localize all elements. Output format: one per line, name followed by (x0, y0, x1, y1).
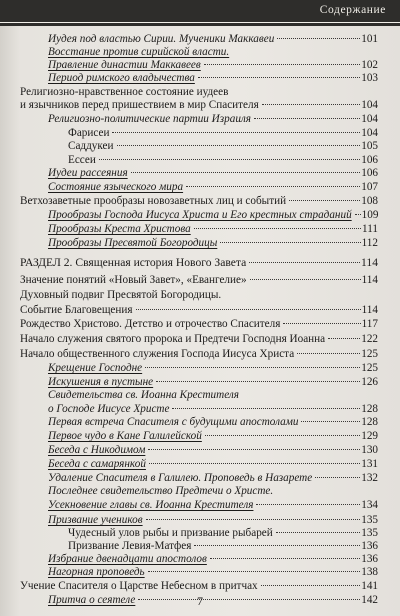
toc-entry-page: 142 (361, 594, 378, 606)
toc-entry (48, 429, 378, 444)
dot-leader (328, 337, 360, 339)
dot-leader (289, 199, 360, 201)
toc-entry-page: 135 (361, 514, 378, 526)
dot-leader (220, 241, 360, 243)
toc-entry-title: Прообразы Господа Иисуса Христа и Его крестных страданий (48, 209, 352, 221)
toc-entry-title: Духовный подвиг Пресвятой Богородицы. (20, 289, 222, 301)
toc-entry-title: Призвание Левия-Матфея (68, 540, 192, 552)
dot-leader (262, 103, 360, 105)
toc-entry-page: 106 (361, 154, 378, 166)
dot-leader (315, 476, 360, 478)
toc-entry-title: Нагорная проповедь (48, 566, 145, 578)
toc-entry-title: Крещение Господне (48, 362, 143, 374)
toc-entry-title: Учение Спасителя о Царстве Небесном в притчах (20, 580, 258, 592)
toc-entry (48, 388, 378, 403)
dot-leader (117, 144, 361, 146)
toc-entry-page: 104 (361, 113, 378, 125)
toc-entry-title: Начало служения святого пророка и Предтечи Господня Иоанна (20, 333, 326, 345)
toc-entry-page: 112 (361, 237, 378, 249)
toc-entry (48, 222, 378, 237)
toc-entry-page: 101 (361, 33, 378, 45)
toc-entry-page: 125 (361, 362, 378, 374)
toc-entry (48, 484, 378, 499)
toc-entry-page: 114 (361, 274, 378, 286)
toc-entry-page: 136 (361, 540, 378, 552)
toc-entry-page: 126 (361, 376, 378, 388)
toc-entry-title: Фарисеи (68, 127, 110, 139)
toc-entry-page: 138 (361, 566, 378, 578)
toc-entry (20, 347, 378, 362)
dot-leader (145, 366, 360, 368)
dot-leader (261, 584, 361, 586)
toc-entry-title: Чудесный улов рыбы и призвание рыбарей (68, 527, 273, 539)
toc-entry-title: Правление династии Маккавеев (48, 59, 201, 71)
toc-entry-page: 132 (361, 472, 378, 484)
toc-entry-title: Начало общественного служения Господа Иисуса Христа (20, 348, 295, 360)
dot-leader (301, 420, 360, 422)
toc-entry-title: Последнее свидетельство Предтечи о Христе. (48, 485, 274, 497)
toc-entry (48, 443, 378, 458)
running-header-title: Содержание (319, 4, 386, 16)
dot-leader (146, 518, 361, 520)
toc-entry-title: Призвание учеников (48, 514, 143, 526)
toc-entry-title: Иудея под властью Сирии. Мученики Маккавеи (48, 33, 275, 45)
toc-entry-page: 107 (361, 181, 378, 193)
toc-entry-title: Период римского владычества (48, 72, 195, 84)
toc-entry-title: о Господе Иисусе Христе (48, 403, 170, 415)
dot-leader (210, 557, 360, 559)
toc-entry-title: и язычников перед пришествием в мир Спасителя (20, 99, 259, 111)
toc-entry (20, 255, 378, 270)
dot-leader (99, 158, 360, 160)
dot-leader (250, 278, 361, 280)
toc-entry-title: Рождество Христово. Детство и отрочество Спасителя (20, 318, 281, 330)
toc-entry (48, 112, 378, 127)
toc-entry-page: 109 (361, 209, 379, 221)
toc-entry-page: 128 (361, 416, 378, 428)
dot-leader (131, 171, 361, 173)
toc-entry-page: 117 (361, 318, 378, 330)
toc-entry (20, 98, 378, 113)
dot-leader (198, 76, 360, 78)
table-of-contents (0, 32, 400, 606)
toc-entry-title: Религиозно-политические партии Израиля (48, 113, 251, 125)
dot-leader (276, 531, 360, 533)
dot-leader (136, 308, 361, 310)
toc-entry (48, 236, 378, 251)
toc-entry (20, 288, 378, 303)
dot-leader (205, 434, 360, 436)
toc-entry-title: Притча о сеятеле (48, 594, 136, 606)
dot-leader (297, 352, 360, 354)
toc-entry-title: Иудеи рассеяния (48, 167, 128, 179)
toc-entry-title: Саддукеи (68, 140, 114, 152)
toc-entry (48, 180, 378, 195)
dot-leader (204, 63, 360, 65)
toc-entry-page: 102 (361, 59, 378, 71)
toc-entry-title: Свидетельства св. Иоанна Крестителя (48, 389, 239, 401)
dot-leader (249, 261, 360, 263)
toc-entry (48, 415, 378, 430)
dot-leader (186, 185, 360, 187)
toc-entry-title: РАЗДЕЛ 2. Священная история Нового Завета (20, 256, 247, 269)
toc-entry-page: 106 (361, 167, 378, 179)
toc-entry-page: 108 (361, 195, 378, 207)
dot-leader (355, 213, 361, 215)
toc-entry-title: Состояние языческого мира (48, 181, 184, 193)
toc-entry-title: Религиозно-нравственное состояние иудеев (20, 86, 229, 98)
toc-entry (20, 273, 378, 288)
toc-entry (48, 71, 378, 86)
dot-leader (112, 131, 360, 133)
toc-entry (48, 166, 378, 181)
toc-entry-title: Прообразы Креста Христова (48, 223, 191, 235)
toc-entry-page: 125 (361, 348, 378, 360)
toc-entry-title: Ессеи (68, 154, 96, 166)
running-header (0, 0, 400, 26)
toc-entry-title: Первая встреча Спасителя с будущими апостолами (48, 416, 299, 428)
toc-entry-page: 122 (361, 333, 378, 345)
toc-entry (48, 208, 378, 223)
toc-entry-page: 134 (361, 499, 378, 511)
toc-entry-title: Восстание против сирийской власти. (48, 46, 230, 58)
toc-entry-page: 103 (361, 72, 378, 84)
toc-entry-page: 114 (361, 304, 378, 316)
toc-entry-page: 136 (361, 553, 378, 565)
dot-leader (277, 37, 360, 39)
dot-leader (256, 503, 360, 505)
toc-entry (48, 498, 378, 513)
toc-entry-page: 129 (361, 430, 378, 442)
dot-leader (194, 544, 360, 546)
toc-entry-title: Значение понятий «Новый Завет», «Евангелие» (20, 274, 247, 286)
toc-entry-title: Ветхозаветные прообразы новозаветных лиц и событий (20, 195, 287, 207)
toc-entry-title: Беседа с Никодимом (48, 444, 146, 456)
toc-entry-page: 141 (361, 580, 378, 592)
toc-entry-page: 104 (361, 127, 378, 139)
header-rule (0, 22, 400, 23)
toc-entry-page: 130 (361, 444, 378, 456)
toc-entry-title: Беседа с самарянкой (48, 458, 146, 470)
toc-entry (48, 457, 378, 472)
toc-entry-page: 104 (361, 99, 378, 111)
toc-entry (68, 139, 378, 154)
toc-entry-title: Событие Благовещения (20, 304, 133, 316)
toc-entry-title: Усекновение главы св. Иоанна Крестителя (48, 499, 254, 511)
toc-entry (20, 332, 378, 347)
toc-entry-page: 114 (361, 256, 378, 269)
dot-leader (148, 570, 361, 572)
toc-entry (48, 361, 378, 376)
dot-leader (172, 407, 360, 409)
dot-leader (254, 117, 360, 119)
dot-leader (156, 380, 360, 382)
toc-entry-title: Избрание двенадцати апостолов (48, 553, 207, 565)
toc-entry-title: Искушения в пустыне (48, 376, 154, 388)
page-number: 7 (197, 594, 203, 608)
toc-entry-page: 131 (361, 458, 378, 470)
toc-entry-page: 105 (361, 140, 378, 152)
toc-entry-page: 135 (361, 527, 378, 539)
toc-entry (20, 303, 378, 318)
toc-entry-title: Удаление Спасителя в Галилею. Проповедь в Назарете (48, 472, 313, 484)
toc-entry-page: 111 (362, 223, 378, 235)
dot-leader (194, 227, 361, 229)
toc-entry-title: Первое чудо в Кане Галилейской (48, 430, 202, 442)
dot-leader (148, 448, 360, 450)
toc-entry-page: 128 (361, 403, 378, 415)
toc-entry (20, 579, 378, 594)
toc-entry (20, 317, 378, 332)
toc-entry (20, 194, 378, 209)
toc-entry (48, 565, 378, 580)
dot-leader (283, 322, 360, 324)
dot-leader (149, 462, 360, 464)
toc-entry-title: Прообразы Пресвятой Богородицы (48, 237, 218, 249)
